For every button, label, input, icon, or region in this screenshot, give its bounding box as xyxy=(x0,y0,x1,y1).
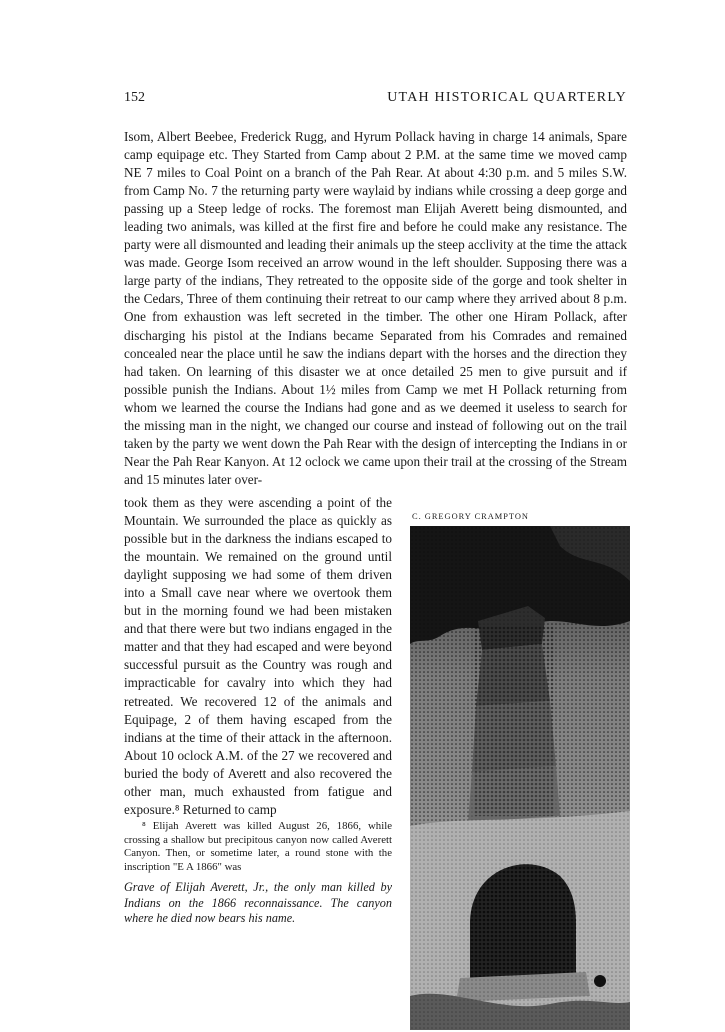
running-title: UTAH HISTORICAL QUARTERLY xyxy=(387,90,627,105)
page-number: 152 xyxy=(124,90,145,105)
paragraph-column: took them as they were ascending a point of the Mountain. We surrounded the place as quickly as possible but in the darkness the indians escaped to the mountain. We remained on the ground until daylight supposing we had some of them driven into a Small cave near where we overtook them but in the morning found we had been mistaken and that there were but two indians engaged in the matter and that they had escaped and were beyond successful pursuit as the Country was rough and impracticable for cavalry into which they had retreated. We recovered 12 of the animals and Equipage, 2 of them having escaped from the indians at the time of their attack in the afternoon. About 10 oclock A.M. of the 27 we recovered and buried the body of Averett and also recovered the other man, much exhausted from fatigue and exposure.⁸ Returned to camp xyxy=(124,495,392,817)
footnote: ⁸ Elijah Averett was killed August 26, 1866, while crossing a shallow but precipitous canyon now called Averett Canyon. Then, or sometime later, a round stone with the inscription "E A 1866" was xyxy=(124,820,392,873)
body-text-column xyxy=(124,494,392,819)
paragraph-full-width: Isom, Albert Beebee, Frederick Rugg, and Hyrum Pollack having in charge 14 animals, Spare camp equipage etc. They Started from Camp about 2 P.M. at the same time we moved camp NE 7 miles to Coal Point on a branch of the Pah Rear. At about 4:30 p.m. and 5 miles S.W. from Camp No. 7 the returning party were waylaid by indians while crossing a deep gorge and passing up a Steep ledge of rocks. The foremost man Elijah Averett being dismounted, and leading two animals, was killed at the first fire and before he could make any resistance. The party were all dismounted and leading their animals up the steep acclivity at the time the attack was made. George Isom received an arrow wound in the left shoulder. Supposing there was a large party of the indians, They retreated to the opposite side of the gorge and took shelter in the Cedars, Three of them continuing their retreat to our camp where they arrived about 8 p.m. One from exhaustion was left secreted in the timber. The other one Hiram Pollack, after discharging his pistol at the Indians became Separated from his Comrades and remained concealed near the place until he saw the indians depart with the horses and the direction they had taken. On learning of this disaster we at once detailed 25 men to give pursuit and if possible punish the Indians. About 1½ miles from Camp we met H Pollack returning from whom we learned the course the Indians had gone and as we deemed it useless to search for the missing man in the night, we changed our course and instead of following out on the trail taken by the party we went down the Pah Rear with the design of intercepting the Indians in or Near the Pah Rear Kanyon. At 12 oclock we came upon their trail at the crossing of the Stream and 15 minutes later over- xyxy=(124,129,627,487)
figure-caption: Grave of Elijah Averett, Jr., the only man killed by Indians on the 1866 reconnaissance. The canyon where he died now bears his name. xyxy=(124,880,392,925)
grave-photo-image xyxy=(410,526,630,1030)
photo-credit: C. GREGORY CRAMPTON xyxy=(412,512,529,521)
grave-photograph xyxy=(410,526,630,1030)
body-text-full-width xyxy=(124,128,627,489)
